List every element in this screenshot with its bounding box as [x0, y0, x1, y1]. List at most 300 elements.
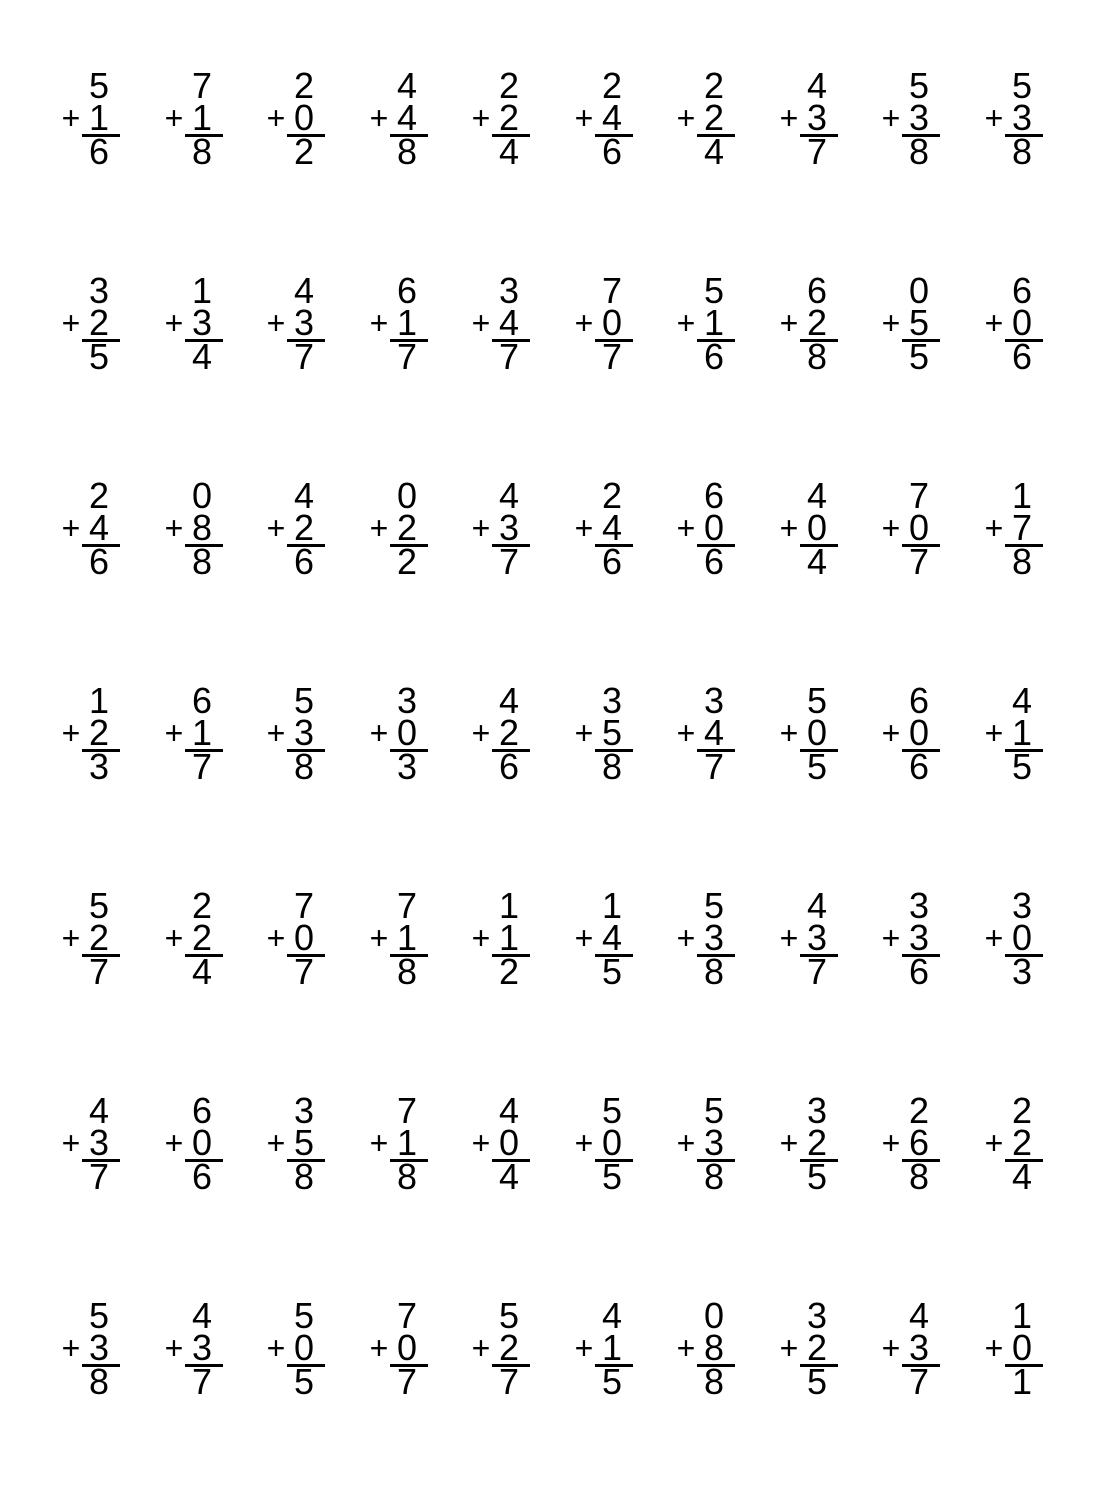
- bottom-addend: 3: [703, 1122, 725, 1163]
- addition-problem: [981, 65, 1071, 178]
- addition-problem: [366, 1295, 456, 1408]
- plus-sign: +: [266, 305, 286, 341]
- bottom-addend: 4: [498, 302, 520, 343]
- addition-problem: [263, 1295, 353, 1408]
- sum-answer: 5: [88, 336, 110, 377]
- sum-answer: 8: [703, 1156, 725, 1197]
- plus-sign: +: [779, 100, 799, 136]
- sum-answer: 7: [498, 1361, 520, 1402]
- top-addend: 3: [703, 680, 725, 721]
- bottom-addend: 2: [88, 917, 110, 958]
- addition-problem: [263, 680, 353, 793]
- bottom-addend: 4: [88, 507, 110, 548]
- bottom-addend: 2: [498, 712, 520, 753]
- top-addend: 2: [293, 65, 315, 106]
- plus-sign: +: [779, 510, 799, 546]
- addition-problem: [161, 475, 251, 588]
- addition-problem: [366, 65, 456, 178]
- addition-problem: [981, 1090, 1071, 1203]
- addition-problem: [468, 1295, 558, 1408]
- sum-answer: 6: [601, 131, 623, 172]
- addition-problem: [878, 1295, 968, 1408]
- plus-sign: +: [61, 510, 81, 546]
- bottom-addend: 3: [1011, 97, 1033, 138]
- top-addend: 2: [191, 885, 213, 926]
- bottom-addend: 3: [703, 917, 725, 958]
- bottom-addend: 1: [1011, 712, 1033, 753]
- addition-problem: [878, 1090, 968, 1203]
- plus-sign: +: [266, 100, 286, 136]
- bottom-addend: 3: [191, 1327, 213, 1368]
- addition-problem: [571, 1090, 661, 1203]
- bottom-addend: 4: [601, 507, 623, 548]
- sum-answer: 7: [396, 1361, 418, 1402]
- addition-problem: [58, 1295, 148, 1408]
- top-addend: 3: [1011, 885, 1033, 926]
- addition-problem: [161, 680, 251, 793]
- addition-problem: [776, 270, 866, 383]
- sum-answer: 7: [498, 541, 520, 582]
- plus-sign: +: [61, 715, 81, 751]
- sum-answer: 6: [908, 746, 930, 787]
- addition-problem: [263, 65, 353, 178]
- addition-problem: [776, 680, 866, 793]
- top-addend: 1: [1011, 475, 1033, 516]
- top-addend: 6: [703, 475, 725, 516]
- addition-problem: [878, 65, 968, 178]
- plus-sign: +: [266, 920, 286, 956]
- sum-answer: 6: [191, 1156, 213, 1197]
- addition-problem: [58, 1090, 148, 1203]
- top-addend: 7: [191, 65, 213, 106]
- bottom-addend: 0: [293, 97, 315, 138]
- sum-answer: 7: [293, 336, 315, 377]
- sum-answer: 5: [601, 951, 623, 992]
- plus-sign: +: [676, 305, 696, 341]
- plus-sign: +: [779, 920, 799, 956]
- sum-answer: 3: [396, 746, 418, 787]
- top-addend: 5: [88, 65, 110, 106]
- sum-answer: 8: [293, 746, 315, 787]
- top-addend: 7: [396, 1295, 418, 1336]
- top-addend: 2: [601, 475, 623, 516]
- top-addend: 1: [498, 885, 520, 926]
- sum-answer: 7: [293, 951, 315, 992]
- bottom-addend: 1: [396, 1122, 418, 1163]
- plus-sign: +: [164, 1125, 184, 1161]
- bottom-addend: 3: [88, 1122, 110, 1163]
- plus-sign: +: [574, 510, 594, 546]
- top-addend: 0: [703, 1295, 725, 1336]
- bottom-addend: 2: [396, 507, 418, 548]
- sum-answer: 6: [88, 541, 110, 582]
- sum-answer: 7: [908, 1361, 930, 1402]
- top-addend: 6: [191, 680, 213, 721]
- top-addend: 7: [908, 475, 930, 516]
- addition-problem: [571, 680, 661, 793]
- top-addend: 5: [293, 680, 315, 721]
- top-addend: 4: [498, 680, 520, 721]
- top-addend: 5: [601, 1090, 623, 1131]
- bottom-addend: 0: [293, 917, 315, 958]
- plus-sign: +: [676, 1330, 696, 1366]
- sum-answer: 6: [908, 951, 930, 992]
- bottom-addend: 2: [88, 712, 110, 753]
- plus-sign: +: [574, 920, 594, 956]
- bottom-addend: 0: [293, 1327, 315, 1368]
- top-addend: 6: [396, 270, 418, 311]
- top-addend: 0: [191, 475, 213, 516]
- top-addend: 6: [1011, 270, 1033, 311]
- bottom-addend: 0: [396, 1327, 418, 1368]
- sum-answer: 3: [1011, 951, 1033, 992]
- plus-sign: +: [574, 1330, 594, 1366]
- bottom-addend: 3: [498, 507, 520, 548]
- plus-sign: +: [61, 100, 81, 136]
- plus-sign: +: [984, 1125, 1004, 1161]
- bottom-addend: 1: [601, 1327, 623, 1368]
- plus-sign: +: [471, 920, 491, 956]
- bottom-addend: 2: [1011, 1122, 1033, 1163]
- top-addend: 7: [601, 270, 623, 311]
- sum-answer: 8: [396, 951, 418, 992]
- top-addend: 3: [88, 270, 110, 311]
- addition-problem: [878, 680, 968, 793]
- plus-sign: +: [984, 305, 1004, 341]
- plus-sign: +: [471, 715, 491, 751]
- plus-sign: +: [369, 715, 389, 751]
- top-addend: 4: [806, 885, 828, 926]
- plus-sign: +: [369, 1330, 389, 1366]
- sum-answer: 7: [703, 746, 725, 787]
- top-addend: 7: [293, 885, 315, 926]
- top-addend: 5: [703, 270, 725, 311]
- bottom-addend: 1: [498, 917, 520, 958]
- bottom-addend: 7: [1011, 507, 1033, 548]
- bottom-addend: 0: [601, 302, 623, 343]
- plus-sign: +: [471, 1330, 491, 1366]
- plus-sign: +: [676, 715, 696, 751]
- bottom-addend: 4: [601, 97, 623, 138]
- bottom-addend: 4: [396, 97, 418, 138]
- plus-sign: +: [471, 510, 491, 546]
- plus-sign: +: [984, 100, 1004, 136]
- addition-problem: [161, 270, 251, 383]
- sum-answer: 5: [1011, 746, 1033, 787]
- top-addend: 4: [1011, 680, 1033, 721]
- addition-problem: [366, 270, 456, 383]
- sum-answer: 8: [88, 1361, 110, 1402]
- bottom-addend: 4: [601, 917, 623, 958]
- bottom-addend: 0: [806, 712, 828, 753]
- addition-problem: [673, 65, 763, 178]
- sum-answer: 7: [806, 131, 828, 172]
- bottom-addend: 0: [498, 1122, 520, 1163]
- top-addend: 2: [88, 475, 110, 516]
- addition-problem: [981, 270, 1071, 383]
- bottom-addend: 0: [908, 712, 930, 753]
- addition-problem: [366, 885, 456, 998]
- plus-sign: +: [779, 715, 799, 751]
- top-addend: 4: [396, 65, 418, 106]
- addition-problem: [263, 885, 353, 998]
- sum-answer: 6: [498, 746, 520, 787]
- bottom-addend: 8: [703, 1327, 725, 1368]
- sum-answer: 8: [396, 1156, 418, 1197]
- sum-answer: 4: [703, 131, 725, 172]
- top-addend: 5: [1011, 65, 1033, 106]
- sum-answer: 6: [703, 336, 725, 377]
- plus-sign: +: [61, 1125, 81, 1161]
- sum-answer: 8: [191, 131, 213, 172]
- bottom-addend: 2: [806, 1122, 828, 1163]
- top-addend: 4: [601, 1295, 623, 1336]
- plus-sign: +: [881, 305, 901, 341]
- plus-sign: +: [266, 1330, 286, 1366]
- top-addend: 3: [806, 1090, 828, 1131]
- bottom-addend: 2: [88, 302, 110, 343]
- sum-answer: 5: [293, 1361, 315, 1402]
- addition-problem: [878, 885, 968, 998]
- sum-answer: 8: [601, 746, 623, 787]
- sum-answer: 7: [191, 1361, 213, 1402]
- plus-sign: +: [164, 510, 184, 546]
- bottom-addend: 1: [703, 302, 725, 343]
- addition-problem: [58, 475, 148, 588]
- addition-problem: [673, 1090, 763, 1203]
- plus-sign: +: [779, 305, 799, 341]
- addition-problem: [468, 270, 558, 383]
- bottom-addend: 3: [191, 302, 213, 343]
- bottom-addend: 2: [293, 507, 315, 548]
- sum-answer: 6: [703, 541, 725, 582]
- sum-answer: 5: [806, 1361, 828, 1402]
- plus-sign: +: [471, 100, 491, 136]
- sum-answer: 8: [806, 336, 828, 377]
- sum-answer: 7: [88, 951, 110, 992]
- addition-problem: [366, 1090, 456, 1203]
- addition-problem: [468, 65, 558, 178]
- addition-problem: [878, 270, 968, 383]
- addition-problem: [673, 680, 763, 793]
- bottom-addend: 0: [1011, 302, 1033, 343]
- addition-problem: [673, 270, 763, 383]
- plus-sign: +: [266, 715, 286, 751]
- addition-problem: [58, 680, 148, 793]
- plus-sign: +: [369, 510, 389, 546]
- plus-sign: +: [369, 1125, 389, 1161]
- bottom-addend: 4: [703, 712, 725, 753]
- top-addend: 5: [498, 1295, 520, 1336]
- top-addend: 4: [908, 1295, 930, 1336]
- bottom-addend: 2: [498, 97, 520, 138]
- sum-answer: 6: [293, 541, 315, 582]
- sum-answer: 7: [396, 336, 418, 377]
- top-addend: 6: [806, 270, 828, 311]
- plus-sign: +: [984, 920, 1004, 956]
- top-addend: 3: [806, 1295, 828, 1336]
- sum-answer: 4: [498, 131, 520, 172]
- plus-sign: +: [164, 100, 184, 136]
- bottom-addend: 3: [88, 1327, 110, 1368]
- plus-sign: +: [369, 305, 389, 341]
- sum-answer: 2: [498, 951, 520, 992]
- sum-answer: 1: [1011, 1361, 1033, 1402]
- addition-problem: [571, 475, 661, 588]
- bottom-addend: 0: [601, 1122, 623, 1163]
- sum-answer: 5: [601, 1156, 623, 1197]
- addition-problem: [981, 885, 1071, 998]
- addition-problem: [878, 475, 968, 588]
- addition-problem: [468, 680, 558, 793]
- sum-answer: 5: [806, 746, 828, 787]
- top-addend: 4: [498, 475, 520, 516]
- bottom-addend: 1: [396, 302, 418, 343]
- sum-answer: 7: [908, 541, 930, 582]
- addition-problem: [468, 1090, 558, 1203]
- bottom-addend: 3: [806, 97, 828, 138]
- top-addend: 4: [293, 475, 315, 516]
- bottom-addend: 1: [191, 712, 213, 753]
- addition-problem: [161, 885, 251, 998]
- addition-problem: [366, 680, 456, 793]
- addition-problem: [571, 65, 661, 178]
- bottom-addend: 0: [908, 507, 930, 548]
- sum-answer: 6: [601, 541, 623, 582]
- addition-problem: [263, 475, 353, 588]
- top-addend: 1: [1011, 1295, 1033, 1336]
- plus-sign: +: [779, 1125, 799, 1161]
- addition-problem: [776, 475, 866, 588]
- plus-sign: +: [369, 920, 389, 956]
- plus-sign: +: [574, 1125, 594, 1161]
- sum-answer: 8: [191, 541, 213, 582]
- sum-answer: 8: [396, 131, 418, 172]
- sum-answer: 8: [908, 1156, 930, 1197]
- addition-problem: [263, 270, 353, 383]
- sum-answer: 3: [88, 746, 110, 787]
- addition-problem: [673, 885, 763, 998]
- bottom-addend: 0: [1011, 1327, 1033, 1368]
- addition-problem: [571, 885, 661, 998]
- plus-sign: +: [984, 715, 1004, 751]
- top-addend: 3: [908, 885, 930, 926]
- sum-answer: 4: [1011, 1156, 1033, 1197]
- plus-sign: +: [164, 305, 184, 341]
- bottom-addend: 3: [908, 917, 930, 958]
- top-addend: 2: [601, 65, 623, 106]
- sum-answer: 5: [601, 1361, 623, 1402]
- top-addend: 3: [498, 270, 520, 311]
- plus-sign: +: [574, 100, 594, 136]
- top-addend: 0: [396, 475, 418, 516]
- sum-answer: 7: [88, 1156, 110, 1197]
- plus-sign: +: [61, 1330, 81, 1366]
- bottom-addend: 1: [191, 97, 213, 138]
- plus-sign: +: [266, 1125, 286, 1161]
- sum-answer: 2: [396, 541, 418, 582]
- addition-problem: [366, 475, 456, 588]
- bottom-addend: 5: [601, 712, 623, 753]
- addition-problem: [776, 885, 866, 998]
- plus-sign: +: [676, 510, 696, 546]
- top-addend: 4: [806, 475, 828, 516]
- plus-sign: +: [471, 305, 491, 341]
- top-addend: 2: [498, 65, 520, 106]
- plus-sign: +: [984, 510, 1004, 546]
- top-addend: 1: [601, 885, 623, 926]
- plus-sign: +: [574, 715, 594, 751]
- top-addend: 6: [908, 680, 930, 721]
- plus-sign: +: [881, 920, 901, 956]
- addition-problem: [468, 885, 558, 998]
- addition-problem: [571, 270, 661, 383]
- top-addend: 4: [191, 1295, 213, 1336]
- addition-problem: [58, 885, 148, 998]
- plus-sign: +: [881, 100, 901, 136]
- sum-answer: 8: [293, 1156, 315, 1197]
- top-addend: 7: [396, 1090, 418, 1131]
- plus-sign: +: [881, 715, 901, 751]
- sum-answer: 7: [806, 951, 828, 992]
- sum-answer: 7: [191, 746, 213, 787]
- plus-sign: +: [164, 920, 184, 956]
- sum-answer: 4: [191, 951, 213, 992]
- bottom-addend: 0: [191, 1122, 213, 1163]
- bottom-addend: 0: [1011, 917, 1033, 958]
- top-addend: 4: [498, 1090, 520, 1131]
- bottom-addend: 1: [88, 97, 110, 138]
- bottom-addend: 3: [293, 302, 315, 343]
- sum-answer: 8: [703, 951, 725, 992]
- addition-problem: [161, 1090, 251, 1203]
- addition-problem: [776, 1090, 866, 1203]
- plus-sign: +: [266, 510, 286, 546]
- sum-answer: 8: [703, 1361, 725, 1402]
- top-addend: 5: [908, 65, 930, 106]
- sum-answer: 6: [88, 131, 110, 172]
- bottom-addend: 2: [806, 302, 828, 343]
- plus-sign: +: [61, 305, 81, 341]
- sum-answer: 8: [908, 131, 930, 172]
- bottom-addend: 2: [806, 1327, 828, 1368]
- bottom-addend: 3: [806, 917, 828, 958]
- addition-problem: [776, 65, 866, 178]
- bottom-addend: 5: [908, 302, 930, 343]
- sum-answer: 8: [1011, 541, 1033, 582]
- plus-sign: +: [984, 1330, 1004, 1366]
- plus-sign: +: [676, 920, 696, 956]
- bottom-addend: 3: [293, 712, 315, 753]
- plus-sign: +: [369, 100, 389, 136]
- addition-problem: [571, 1295, 661, 1408]
- top-addend: 3: [293, 1090, 315, 1131]
- bottom-addend: 1: [396, 917, 418, 958]
- bottom-addend: 0: [806, 507, 828, 548]
- sum-answer: 5: [908, 336, 930, 377]
- top-addend: 5: [703, 1090, 725, 1131]
- sum-answer: 2: [293, 131, 315, 172]
- top-addend: 1: [191, 270, 213, 311]
- sum-answer: 7: [498, 336, 520, 377]
- bottom-addend: 8: [191, 507, 213, 548]
- addition-problem: [673, 1295, 763, 1408]
- plus-sign: +: [881, 510, 901, 546]
- bottom-addend: 3: [908, 1327, 930, 1368]
- top-addend: 5: [293, 1295, 315, 1336]
- bottom-addend: 5: [293, 1122, 315, 1163]
- top-addend: 4: [806, 65, 828, 106]
